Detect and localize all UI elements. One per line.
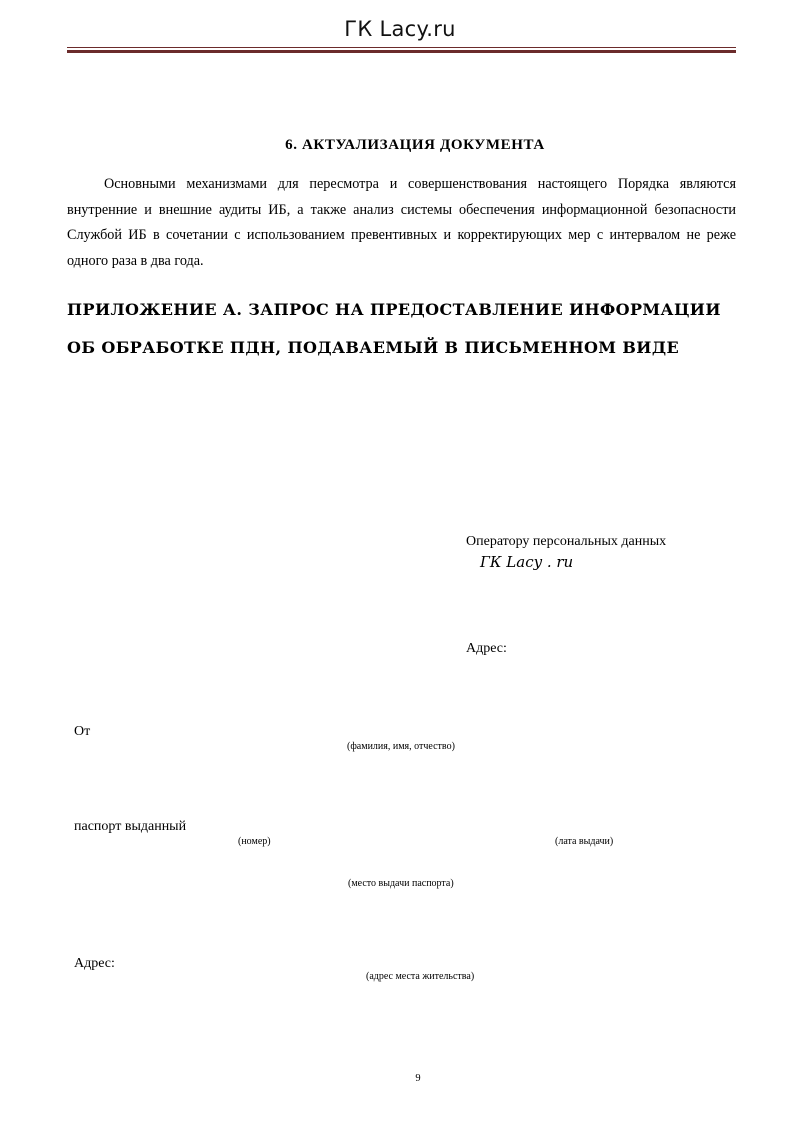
address-label: Адрес:: [74, 956, 115, 971]
recipient-address-label: Адрес:: [466, 641, 507, 656]
passport-issue-place-hint: (место выдачи паспорта): [348, 878, 454, 889]
page-number: 9: [415, 1073, 421, 1084]
passport-label: паспорт выданный: [74, 819, 187, 834]
header-title: ГК Lacy.ru: [344, 17, 456, 41]
address-hint: (адрес места жительства): [366, 971, 475, 982]
fio-hint: (фамилия, имя, отчество): [347, 741, 455, 752]
header-rule-thick: [67, 50, 736, 53]
section-title: 6. АКТУАЛИЗАЦИЯ ДОКУМЕНТА: [285, 137, 545, 153]
recipient-label: Оператору персональных данных: [466, 534, 667, 549]
passport-issue-date-hint: (лата выдачи): [555, 836, 614, 847]
passport-number-hint: (номер): [238, 836, 271, 847]
recipient-company: ГК Lacy . ru: [480, 553, 574, 571]
section-paragraph: Основными механизмами для пересмотра и совершенствования настоящего Порядка являются внутренние и внешние аудиты ИБ, а также анализ системы обеспечения информационной безопасности Службой ИБ в сочетании с использованием превентивных и корректирующих мер с интервалом не реже одного раза в два года.: [67, 176, 736, 269]
header-rule-thin: [67, 47, 736, 48]
from-label: От: [74, 724, 91, 739]
appendix-title: ПРИЛОЖЕНИЕ А. ЗАПРОС НА ПРЕДОСТАВЛЕНИЕ ИНФОРМАЦИИ ОБ ОБРАБОТКЕ ПДН, ПОДАВАЕМЫЙ В ПИСЬМЕННОМ ВИДЕ: [67, 300, 721, 357]
